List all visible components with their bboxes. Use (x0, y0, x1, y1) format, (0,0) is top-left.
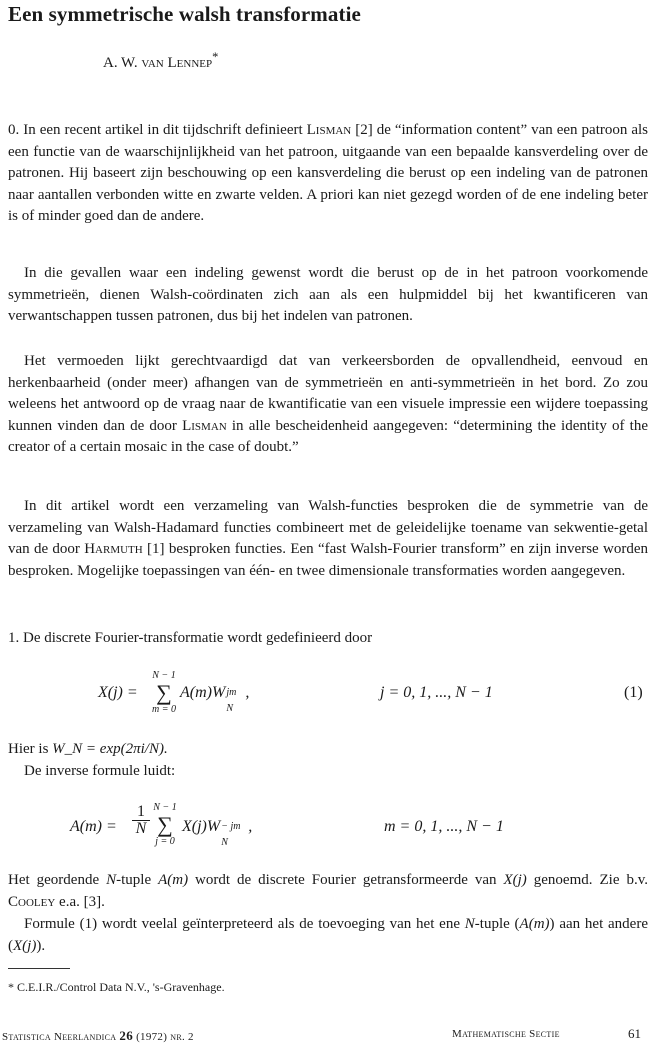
equation-1-sum (150, 670, 178, 716)
equation-2-frac-numerator: 1 (137, 803, 145, 820)
paragraph-3-rest: [1] besproken functies. Een “fast Walsh-Fourier transform” en zijn inverse worden besproken. Mogelijke toepassingen van één- en twee dimensionale transformaties worden aangegeven. (8, 541, 648, 579)
footer-journal (2, 1028, 194, 1044)
p8-g: ). (36, 937, 46, 954)
equation-1-lhs: X(j) = (98, 684, 138, 701)
equation-1-sum-symbol: ∑ (156, 680, 172, 705)
p8-f: X(j) (13, 937, 37, 954)
paragraph-3-lead: In dit artikel wordt een verzameling van Walsh-functies besproken die de symmetrie van de verzameling van Walsh-Hadamard functies combineert met de geleidelijke toename van sekwentie-getal van de door (8, 498, 648, 558)
p7-h: e.a. [3]. (55, 893, 105, 910)
equation-2-sum (152, 802, 178, 848)
equation-1-tail: , (245, 684, 250, 701)
author-name: A. W. van Lennep (103, 55, 213, 71)
equation-1-body-text: A(m)W (180, 684, 226, 701)
equation-2-body-text: X(j)W (182, 818, 221, 835)
p8-d: A(m) (519, 916, 550, 932)
p7-e: wordt de discrete Fourier getransformeerde van (188, 872, 504, 888)
paragraph-2-lead: Het vermoeden lijkt gerechtvaardigd dat van verkeersborden de opvallendheid, eenvoud en herkenbaarheid (onder meer) afhangen van de symmetrieën en anti-symmetrieën in het bord. Zo zou weleens het antwoord op de vraag naar de kwantificatie van een visuele impressie een wijdere toepassing kunnen vinden dan de door (8, 353, 648, 434)
equation-1-sub: N (226, 703, 233, 714)
equation-2-fraction (132, 804, 150, 837)
p7-f: X(j) (503, 872, 527, 888)
equation-2-tail: , (248, 818, 253, 835)
p8-c: -tuple ( (474, 916, 520, 932)
equation-2-lhs: A(m) = (70, 818, 117, 835)
page-number: 61 (628, 1026, 641, 1041)
equation-1-sum-lower: m = 0 (152, 704, 176, 715)
p7-b: N (106, 872, 117, 888)
equation-2-body (182, 818, 253, 848)
paragraph-5-lead: Hier is (8, 741, 53, 757)
equation-2-sum-lower: j = 0 (155, 836, 175, 847)
p8-e: ) aan het andere ( (8, 916, 648, 954)
paragraph-2-rest: in alle bescheidenheid aangegeven: “determining the identity of the creator of a certain mosaic in the case of doubt.” (8, 417, 648, 456)
paragraph-0-lead: 0. In een recent artikel in dit tijdschrift definieert (8, 122, 307, 138)
equation-2-sum-symbol: ∑ (157, 812, 173, 837)
cited-author-cooley: Cooley (8, 893, 56, 910)
p8-a: Formule (1) wordt veelal geïnterpreteerd als de toevoeging van het ene (24, 916, 465, 932)
equation-2-sup: − jm (221, 821, 241, 832)
paragraph-1: In die gevallen waar een indeling gewenst wordt die berust op de in het patroon voorkomende symmetrieën, dienen Walsh-coördinaten zich aan als een hulpmiddel bij het kwantificeren van verwantschappen tussen patronen, dus bij het indelen van patronen. (8, 265, 648, 325)
p7-c: -tuple (116, 872, 159, 888)
cited-author-harmuth: Harmuth (84, 541, 143, 558)
paragraph-5 (8, 739, 168, 761)
equation-1-sum-upper: N − 1 (152, 670, 176, 681)
author-line (103, 50, 218, 72)
equation-1-number: (1) (624, 684, 643, 701)
footer-volume: 26 (119, 1028, 133, 1043)
section-1-intro: 1. De discrete Fourier-transformatie wordt gedefinieerd door (8, 630, 373, 646)
equation-2 (0, 800, 650, 856)
paragraph-8 (8, 914, 648, 957)
footer-journal-name: Statistica Neerlandica (2, 1031, 117, 1043)
footer-section: Mathematische Sectie (452, 1028, 560, 1040)
footnote-divider (8, 968, 70, 969)
equation-2-sum-upper: N − 1 (153, 802, 177, 813)
article-title: Een symmetrische walsh transformatie (8, 2, 361, 26)
paragraph-0-rest: [2] de “information content” van een patroon als een functie van de waarschijnlijkheid van het patroon, uitgaande van een bepaalde kansverdeling over de patronen. Hij baseert zijn beschouwing op een kansverdeling die berust op een indeling van de patronen naar aantallen verbonden witte en zwarte velden. A priori kan niet gezegd worden of de ene indeling beter is of minder goed dan de andere. (8, 122, 648, 225)
equation-1-condition: j = 0, 1, ..., N − 1 (380, 684, 493, 701)
equation-2-frac-denominator: N (132, 820, 150, 837)
author-footnote-mark: * (212, 50, 219, 64)
p7-g: genoemd. Zie b.v. (526, 872, 648, 888)
paragraph-3 (8, 496, 648, 582)
cited-author-lisman: Lisman (306, 122, 352, 138)
p7-d: A(m) (158, 872, 189, 888)
p7-a: Het geordende (8, 872, 107, 888)
cited-author-lisman-2: Lisman (182, 417, 227, 434)
paragraph-7 (8, 870, 648, 913)
equation-2-sub: N (221, 837, 228, 848)
footer-year-issue: (1972) nr. 2 (136, 1031, 194, 1043)
p8-b: N (464, 916, 475, 932)
paragraph-6: De inverse formule luidt: (24, 763, 176, 779)
paragraph-5-formula: W_N = exp(2πi/N). (52, 741, 168, 757)
paragraph-0 (8, 120, 648, 228)
equation-2-condition: m = 0, 1, ..., N − 1 (384, 818, 504, 835)
equation-1-sup: jm (226, 687, 237, 698)
paragraph-2 (8, 351, 648, 459)
footnote: * C.E.I.R./Control Data N.V., 's-Gravenhage. (8, 980, 225, 994)
equation-1 (0, 670, 650, 726)
equation-1-body (180, 684, 250, 714)
